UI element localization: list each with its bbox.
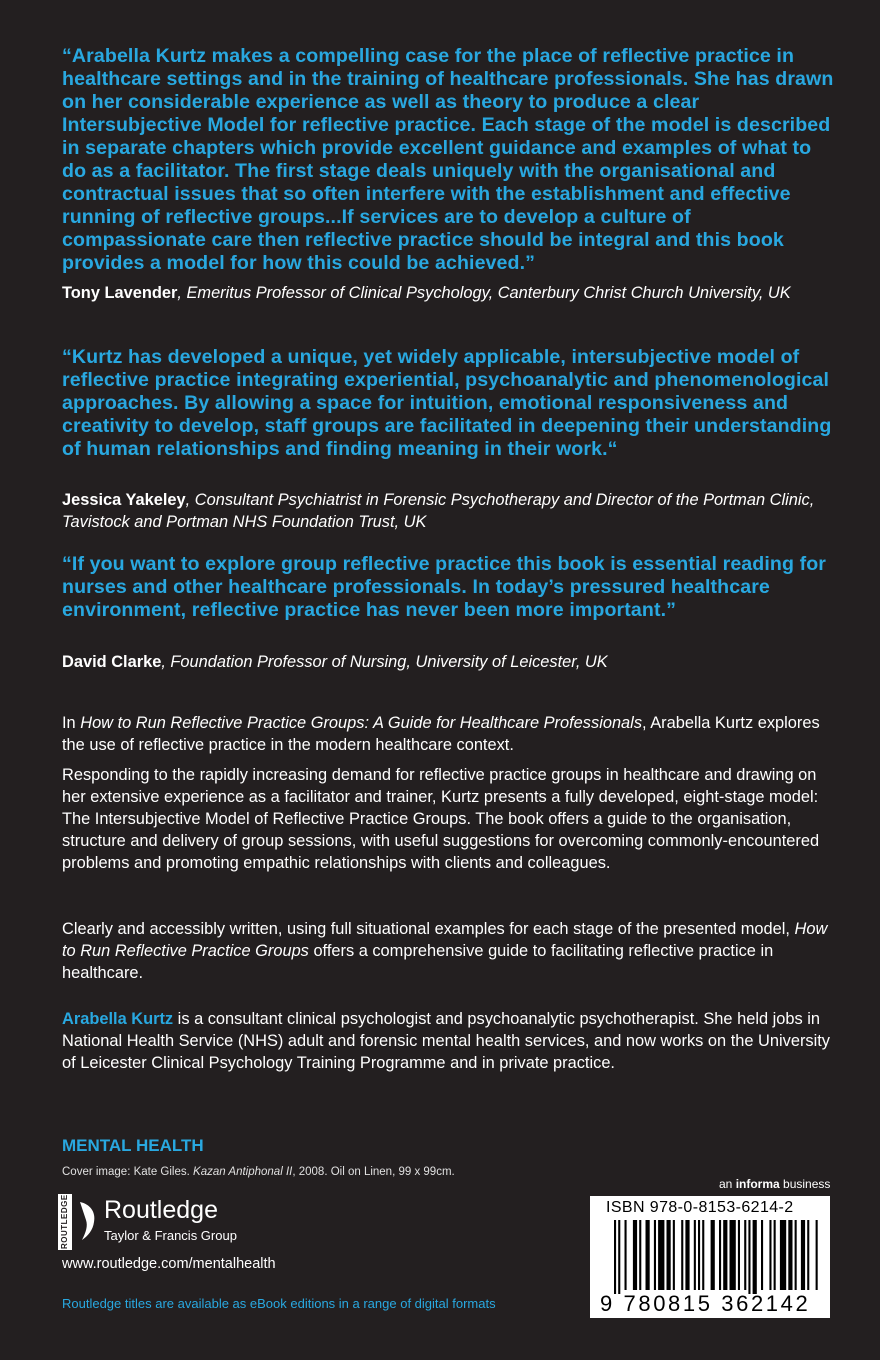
text-span: is a consultant clinical psychologist and psychoanalytic psychotherapist. She held jobs in National Health Service (NHS) adult and forensic mental health services, and now works on the University of Leicester Clinical Psychology Training Programme and in private practice.	[62, 1010, 830, 1072]
isbn-barcode-box	[590, 1196, 830, 1318]
barcode-bar	[753, 1220, 757, 1294]
barcode-bar	[807, 1220, 809, 1290]
barcode-bar	[730, 1220, 736, 1290]
endorsement-quote-3: “If you want to explore group reflective practice this book is essential reading for nurses and other healthcare professionals. In today’s pressured healthcare environment, reflective practice has never been more important.”	[62, 553, 827, 621]
artwork-title: Kazan Antiphonal II	[193, 1166, 293, 1178]
text-span: offers a comprehensive guide to facilitating reflective practice in healthcare.	[62, 942, 774, 982]
description-paragraph-2: Responding to the rapidly increasing demand for reflective practice groups in healthcare and drawing on her extensive experience as a facilitator and trainer, Kurtz presents a fully developed, eight-stage model: The Intersubjective Model of Reflective Practice Groups. The book offers a guide to the organisation, structure and delivery of group sessions, with useful suggestions for overcoming commonly-encountered problems and promoting empathic relationships with clients and colleagues.	[62, 766, 820, 872]
text-span: In	[62, 714, 81, 732]
barcode-bar	[673, 1220, 675, 1290]
barcode-bar	[744, 1220, 746, 1290]
barcode-bar	[761, 1220, 763, 1290]
barcode-bar	[801, 1220, 805, 1290]
text-span: Clearly and accessibly written, using full situational examples for each stage of the presented model,	[62, 920, 795, 938]
text-span: Cover image: Kate Giles.	[62, 1166, 194, 1178]
cover-credit	[62, 1166, 455, 1178]
endorser-title: , Emeritus Professor of Clinical Psychology, Canterbury Christ Church University, UK	[177, 284, 791, 302]
barcode-bar	[780, 1220, 786, 1290]
barcode-bar	[816, 1220, 818, 1290]
barcode-bar	[654, 1220, 656, 1290]
barcode-bar	[667, 1220, 671, 1290]
text-span: , Arabella Kurtz explores the use of reflective practice in the modern healthcare context.	[62, 714, 820, 754]
ean-number: 9 780815 362142	[600, 1291, 811, 1316]
publisher-logo	[58, 1194, 318, 1254]
author-bio	[62, 1008, 837, 1074]
routledge-vertical-mark: ROUTLEDGE	[58, 1194, 72, 1250]
publisher-name: Routledge	[104, 1196, 218, 1224]
description-paragraph-3	[62, 918, 837, 984]
endorsement-attribution-2	[62, 489, 832, 533]
description-paragraph-1	[62, 712, 837, 756]
endorser-title: , Foundation Professor of Nursing, University of Leicester, UK	[161, 653, 608, 671]
text-span: business	[779, 1177, 831, 1191]
barcode-bar	[694, 1220, 696, 1290]
barcode-bar	[774, 1220, 776, 1290]
text-span: an	[719, 1177, 736, 1191]
barcode-bar	[658, 1220, 664, 1290]
barcode-bar	[738, 1220, 740, 1290]
endorser-name: Jessica Yakeley	[62, 491, 186, 509]
barcode-bar	[681, 1220, 683, 1290]
barcode-bar	[698, 1220, 700, 1290]
informa-tagline	[719, 1177, 830, 1191]
endorsement-attribution-1	[62, 282, 832, 304]
isbn-number: ISBN 978-0-8153-6214-2	[606, 1199, 794, 1216]
barcode-icon	[590, 1218, 830, 1294]
barcode-bar	[618, 1220, 620, 1294]
barcode-bar	[614, 1220, 616, 1294]
endorser-name: David Clarke	[62, 653, 162, 671]
barcode-bar	[702, 1220, 704, 1290]
barcode-bar	[625, 1220, 627, 1290]
ebook-note: Routledge titles are available as eBook editions in a range of digital formats	[62, 1296, 496, 1311]
text-span: , 2008. Oil on Linen, 99 x 99cm.	[292, 1166, 455, 1178]
publisher-group: Taylor & Francis Group	[104, 1228, 237, 1243]
endorsement-quote-2: “Kurtz has developed a unique, yet widely applicable, intersubjective model of reflective practice integrating experiential, psychoanalytic and phenomenological approaches. By allowing a space for intuition, emotional responsiveness and creativity to develop, staff groups are facilitated in deepening their understanding of human relationships and finding meaning in their work.“	[62, 346, 832, 460]
barcode-bar	[788, 1220, 792, 1290]
barcode-bar	[711, 1220, 715, 1290]
publisher-url[interactable]: www.routledge.com/mentalhealth	[62, 1256, 276, 1272]
endorsement-attribution-3	[62, 651, 832, 673]
book-title: How to Run Reflective Practice Groups: A Guide for Healthcare Professionals	[80, 714, 643, 732]
barcode-bar	[795, 1220, 797, 1290]
barcode-bar	[685, 1220, 689, 1290]
endorser-name: Tony Lavender	[62, 284, 178, 302]
barcode-bar	[769, 1220, 771, 1290]
endorsement-quote-1: “Arabella Kurtz makes a compelling case for the place of reflective practice in healthcare settings and in the training of healthcare professionals. She has drawn on her considerable experience as well as theory to produce a clear Intersubjective Model for reflective practice. Each stage of the model is described in separate chapters which provide excellent guidance and examples of what to do as a facilitator. The first stage deals uniquely with the organisational and contractual issues that so often interfere with the establishment and effective running of reflective groups...If services are to develop a culture of compassionate care then reflective practice should be integral and this book provides a model for how this could be achieved.”	[62, 45, 834, 274]
barcode-bar	[639, 1220, 641, 1290]
author-name: Arabella Kurtz	[62, 1010, 174, 1028]
informa-brand: informa	[735, 1177, 780, 1191]
barcode-bar	[633, 1220, 637, 1290]
subject-category: MENTAL HEALTH	[62, 1136, 204, 1155]
endorser-title: , Consultant Psychiatrist in Forensic Psychotherapy and Director of the Portman Clinic, Tavistock and Portman NHS Foundation Trust, UK	[62, 491, 815, 531]
barcode-bar	[646, 1220, 650, 1290]
routledge-bird-icon	[76, 1198, 100, 1244]
barcode-bar	[723, 1220, 727, 1290]
book-title: How to Run Reflective Practice Groups	[62, 920, 828, 960]
barcode-bar	[748, 1220, 750, 1294]
barcode-bar	[719, 1220, 721, 1290]
